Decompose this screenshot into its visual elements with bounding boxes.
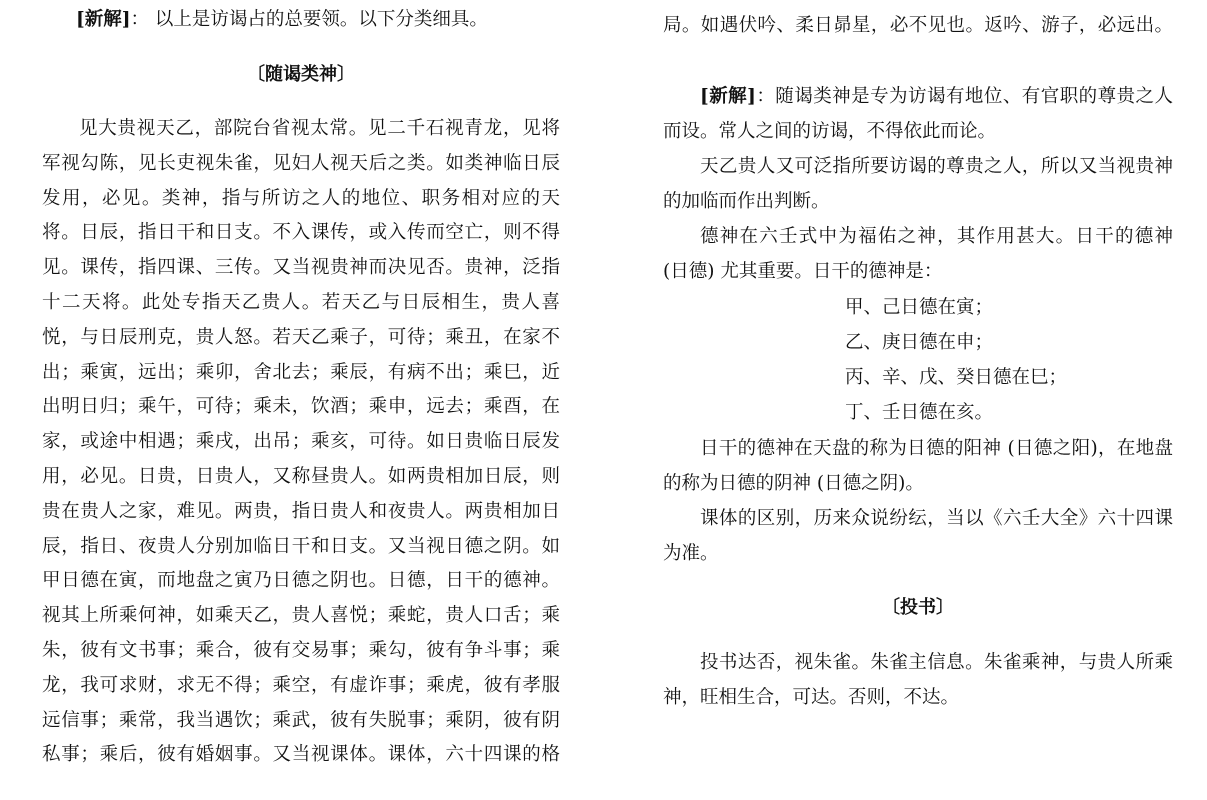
left-body-line: 军视勾陈，见长吏视朱雀，见妇人视天后之类。如类神临日辰 [42, 153, 560, 174]
right-p5-line-1: 课体的区别，历来众说纷纭，当以《六壬大全》六十四课 [700, 508, 1173, 529]
de-list-item-4: 丁、壬日德在亥。 [845, 402, 994, 423]
left-body-line: 视其上所乘何神，如乘天乙，贵人喜悦；乘蛇，贵人口舌；乘 [42, 605, 560, 626]
left-body-line: 悦，与日辰刑克，贵人怒。若天乙乘子，可待；乘丑，在家不 [42, 327, 560, 348]
left-body-line: 十二天将。此处专指天乙贵人。若天乙与日辰相生，贵人喜 [42, 292, 560, 313]
right-p2-line-2: 的加临而作出判断。 [663, 191, 830, 212]
left-body-line: 辰，指日、夜贵人分别加临日干和日支。又当视日德之阴。如 [42, 536, 560, 557]
section-heading-suiye: 〔随谒类神〕 [247, 64, 355, 85]
right-p3-line-1: 德神在六壬式中为福佑之神，其作用甚大。日干的德神 [700, 226, 1173, 247]
de-list-item-3: 丙、辛、戊、癸日德在巳； [845, 367, 1068, 388]
left-body-line: 见。课传，指四课、三传。又当视贵神而决见否。贵神，泛指 [42, 257, 560, 278]
left-body-line: 远信事；乘常，我当遇饮；乘武，彼有失脱事；乘阴，彼有阴 [42, 710, 560, 731]
right-p3-line-2: (日德) 尤其重要。日干的德神是： [663, 261, 943, 282]
right-note-text: ：随谒类神是专为访谒有地位、有官职的尊贵之人 [755, 86, 1173, 107]
left-body-line: 见大贵视天乙，部院台省视太常。见二千石视青龙，见将 [79, 118, 560, 139]
left-body-line: 贵在贵人之家，难见。两贵，指日贵人和夜贵人。两贵相加日 [42, 501, 560, 522]
right-note-line-1 [663, 85, 1173, 109]
de-list-item-1: 甲、己日德在寅； [845, 297, 994, 318]
left-body-line: 私事；乘后，彼有婚姻事。又当视课体。课体，六十四课的格 [42, 744, 560, 765]
new-explanation-label: [新解] [700, 86, 756, 107]
left-body-line: 将。日辰，指日干和日支。不入课传，或入传而空亡，则不得 [42, 222, 560, 243]
left-body-line: 龙，我可求财，求无不得；乘空，有虚诈事；乘虎，彼有孝服 [42, 675, 560, 696]
left-note-text: ： 以上是访谒占的总要领。以下分类细具。 [130, 9, 488, 30]
new-explanation-label: [新解] [76, 9, 131, 30]
section-heading-toushu: 〔投书〕 [882, 597, 954, 618]
right-p4-line-2: 的称为日德的阴神 (日德之阴)。 [663, 473, 924, 494]
right-p5-line-2: 为准。 [663, 543, 719, 564]
de-list-item-2: 乙、庚日德在申； [845, 332, 994, 353]
left-note-line [76, 8, 488, 32]
right-p6-line-1: 投书达否，视朱雀。朱雀主信息。朱雀乘神，与贵人所乘 [700, 652, 1173, 673]
left-body-line: 用，必见。日贵，日贵人，又称昼贵人。如两贵相加日辰，则 [42, 466, 560, 487]
right-p4-line-1: 日干的德神在天盘的称为日德的阳神 (日德之阳)，在地盘 [700, 438, 1173, 459]
right-p6-line-2: 神，旺相生合，可达。否则，不达。 [663, 687, 960, 708]
left-body-line: 发用，必见。类神，指与所访之人的地位、职务相对应的天 [42, 188, 560, 209]
left-body-line: 出；乘寅，远出；乘卯，舍北去；乘辰，有病不出；乘巳，近 [42, 362, 560, 383]
left-body-line: 朱，彼有文书事；乘合，彼有交易事；乘勾，彼有争斗事；乘 [42, 640, 560, 661]
left-body-line: 出明日归；乘午，可待；乘未，饮酒；乘申，远去；乘酉，在 [42, 396, 560, 417]
right-note-line-2: 而设。常人之间的访谒，不得依此而论。 [663, 121, 997, 142]
left-body-line: 家，或途中相遇；乘戌，出吊；乘亥，可待。如日贵临日辰发 [42, 431, 560, 452]
left-body-line: 甲日德在寅，而地盘之寅乃日德之阴也。日德，日干的德神。 [42, 570, 560, 591]
right-carry-line: 局。如遇伏吟、柔日昴星，必不见也。返吟、游子，必远出。 [663, 15, 1173, 36]
right-p2-line-1: 天乙贵人又可泛指所要访谒的尊贵之人，所以又当视贵神 [700, 156, 1173, 177]
